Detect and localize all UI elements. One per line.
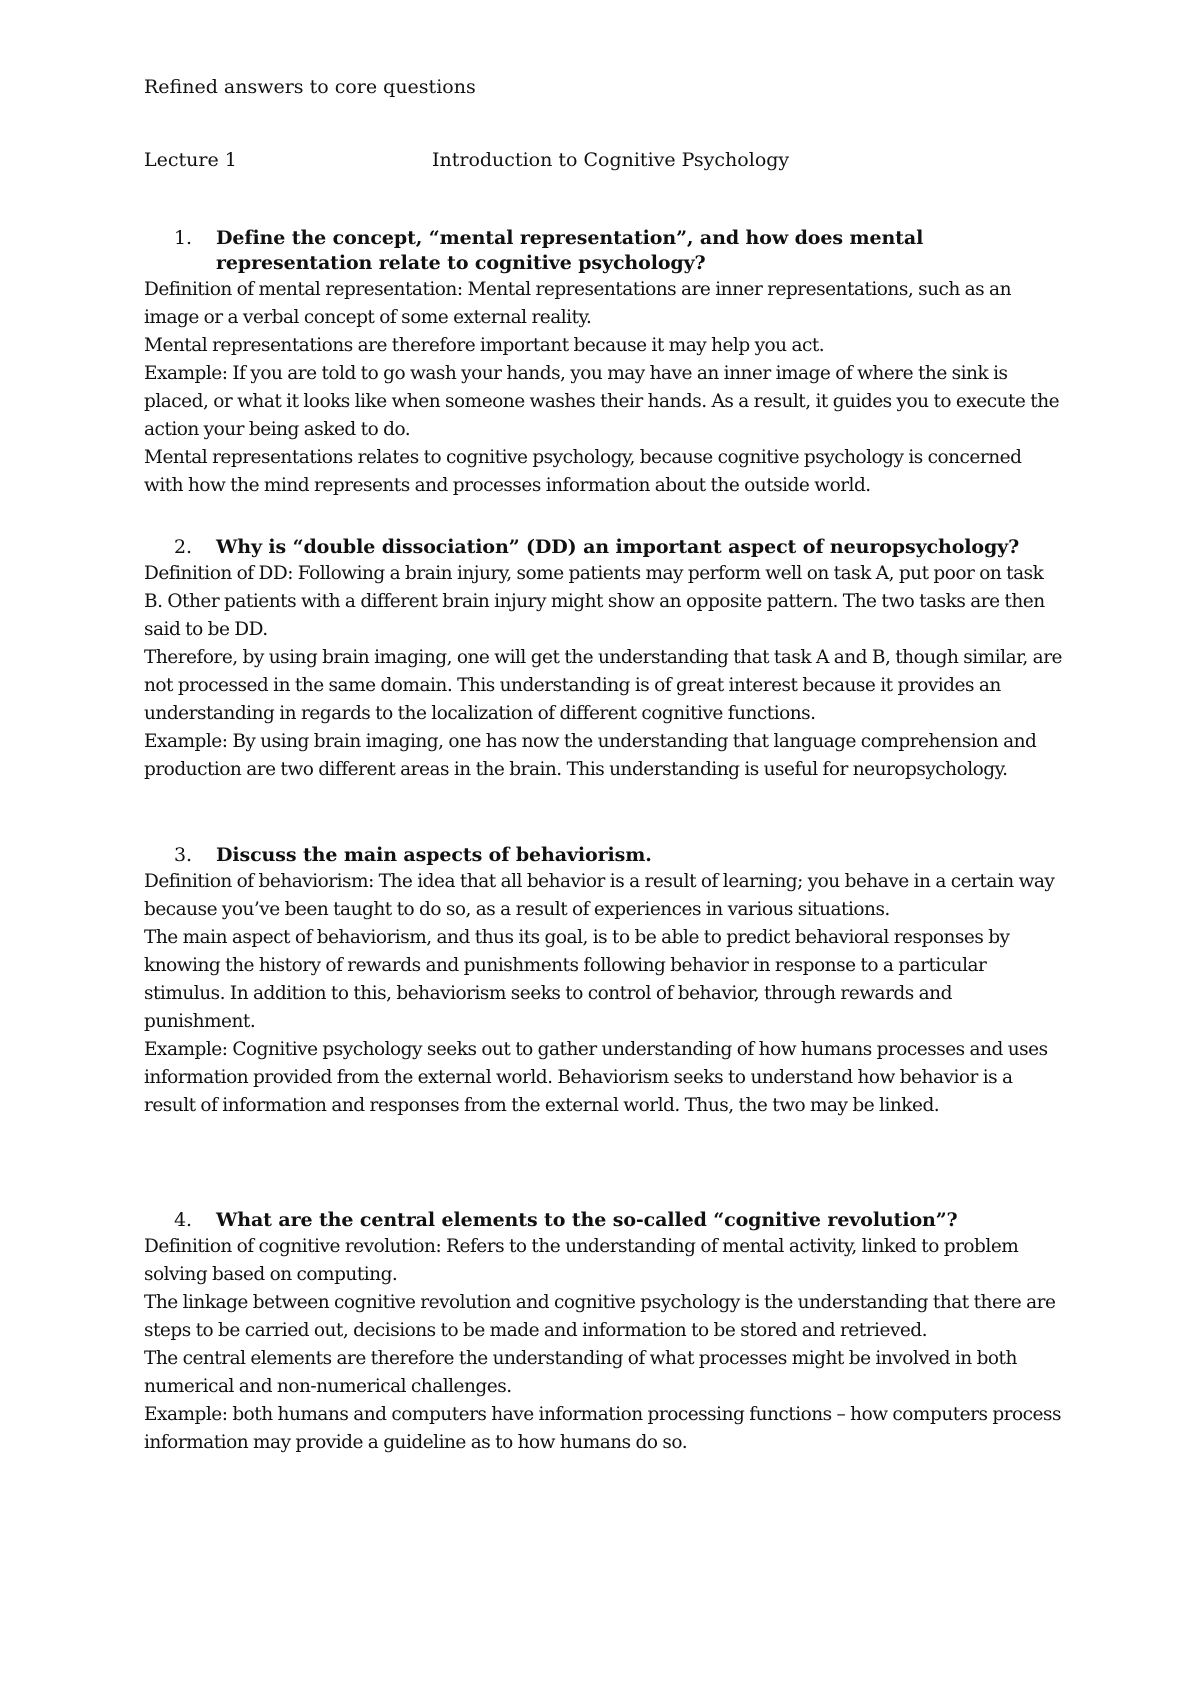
answer-paragraph: Definition of cognitive revolution: Refers to the understanding of mental activity, linked to problem solving based on computing. xyxy=(144,1236,1019,1285)
question-text: Define the concept, “mental representation”, and how does mental representation relate to cognitive psychology? xyxy=(216,227,924,274)
question-heading xyxy=(144,843,1064,868)
answer-paragraph: Mental representations relates to cognitive psychology, because cognitive psychology is concerned with how the mind represents and processes information about the outside world. xyxy=(144,447,1022,496)
answer-paragraph: Therefore, by using brain imaging, one will get the understanding that task A and B, though similar, are not processed in the same domain. This understanding is of great interest because it provides an understanding in regards to the localization of different cognitive functions. xyxy=(144,647,1062,724)
answer-paragraph: Definition of DD: Following a brain injury, some patients may perform well on task A, put poor on task B. Other patients with a different brain injury might show an opposite pattern. The two tasks are then said to be DD. xyxy=(144,563,1045,640)
document-title: Refined answers to core questions xyxy=(144,76,476,98)
question-block-4 xyxy=(144,1208,1064,1457)
question-block-3 xyxy=(144,843,1064,1120)
question-number: 1. xyxy=(174,227,192,249)
answer-paragraph: Example: If you are told to go wash your hands, you may have an inner image of where the sink is placed, or what it looks like when someone washes their hands. As a result, it guides you to execute the action your being asked to do. xyxy=(144,363,1060,440)
question-heading xyxy=(144,226,1064,276)
answer-paragraph: Definition of mental representation: Mental representations are inner representations, such as an image or a verbal concept of some external reality. xyxy=(144,279,1011,328)
question-text: What are the central elements to the so-called “cognitive revolution”? xyxy=(216,1209,958,1231)
lecture-topic: Introduction to Cognitive Psychology xyxy=(432,149,790,171)
question-number: 2. xyxy=(174,536,192,558)
question-text: Discuss the main aspects of behaviorism. xyxy=(216,844,652,866)
answer-paragraph: Definition of behaviorism: The idea that all behavior is a result of learning; you behave in a certain way because you’ve been taught to do so, as a result of experiences in various situations. xyxy=(144,871,1055,920)
question-heading xyxy=(144,1208,1064,1233)
question-text: Why is “double dissociation” (DD) an important aspect of neuropsychology? xyxy=(216,536,1020,558)
answer-paragraph: The linkage between cognitive revolution and cognitive psychology is the understanding that there are steps to be carried out, decisions to be made and information to be stored and retrieved. xyxy=(144,1292,1056,1341)
answer-paragraph: Example: By using brain imaging, one has now the understanding that language comprehension and production are two different areas in the brain. This understanding is useful for neuropsychology. xyxy=(144,731,1037,780)
answer-paragraph: The main aspect of behaviorism, and thus its goal, is to be able to predict behavioral responses by knowing the history of rewards and punishments following behavior in response to a particular stimulus. In addition to this, behaviorism seeks to control of behavior, through rewards and punishment. xyxy=(144,927,1010,1032)
question-number: 4. xyxy=(174,1209,192,1231)
answer-paragraph: Example: Cognitive psychology seeks out to gather understanding of how humans processes and uses information provided from the external world. Behaviorism seeks to understand how behavior is a result of information and responses from the external world. Thus, the two may be linked. xyxy=(144,1039,1048,1116)
question-heading xyxy=(144,535,1064,560)
answer-paragraph: The central elements are therefore the understanding of what processes might be involved in both numerical and non-numerical challenges. xyxy=(144,1348,1017,1397)
answer-paragraph: Mental representations are therefore important because it may help you act. xyxy=(144,335,825,356)
question-number: 3. xyxy=(174,844,192,866)
question-block-1 xyxy=(144,226,1064,500)
lecture-heading xyxy=(144,146,1064,174)
question-block-2 xyxy=(144,535,1064,784)
answer-paragraph: Example: both humans and computers have information processing functions – how computers process information may provide a guideline as to how humans do so. xyxy=(144,1404,1061,1453)
lecture-label: Lecture 1 xyxy=(144,149,237,171)
